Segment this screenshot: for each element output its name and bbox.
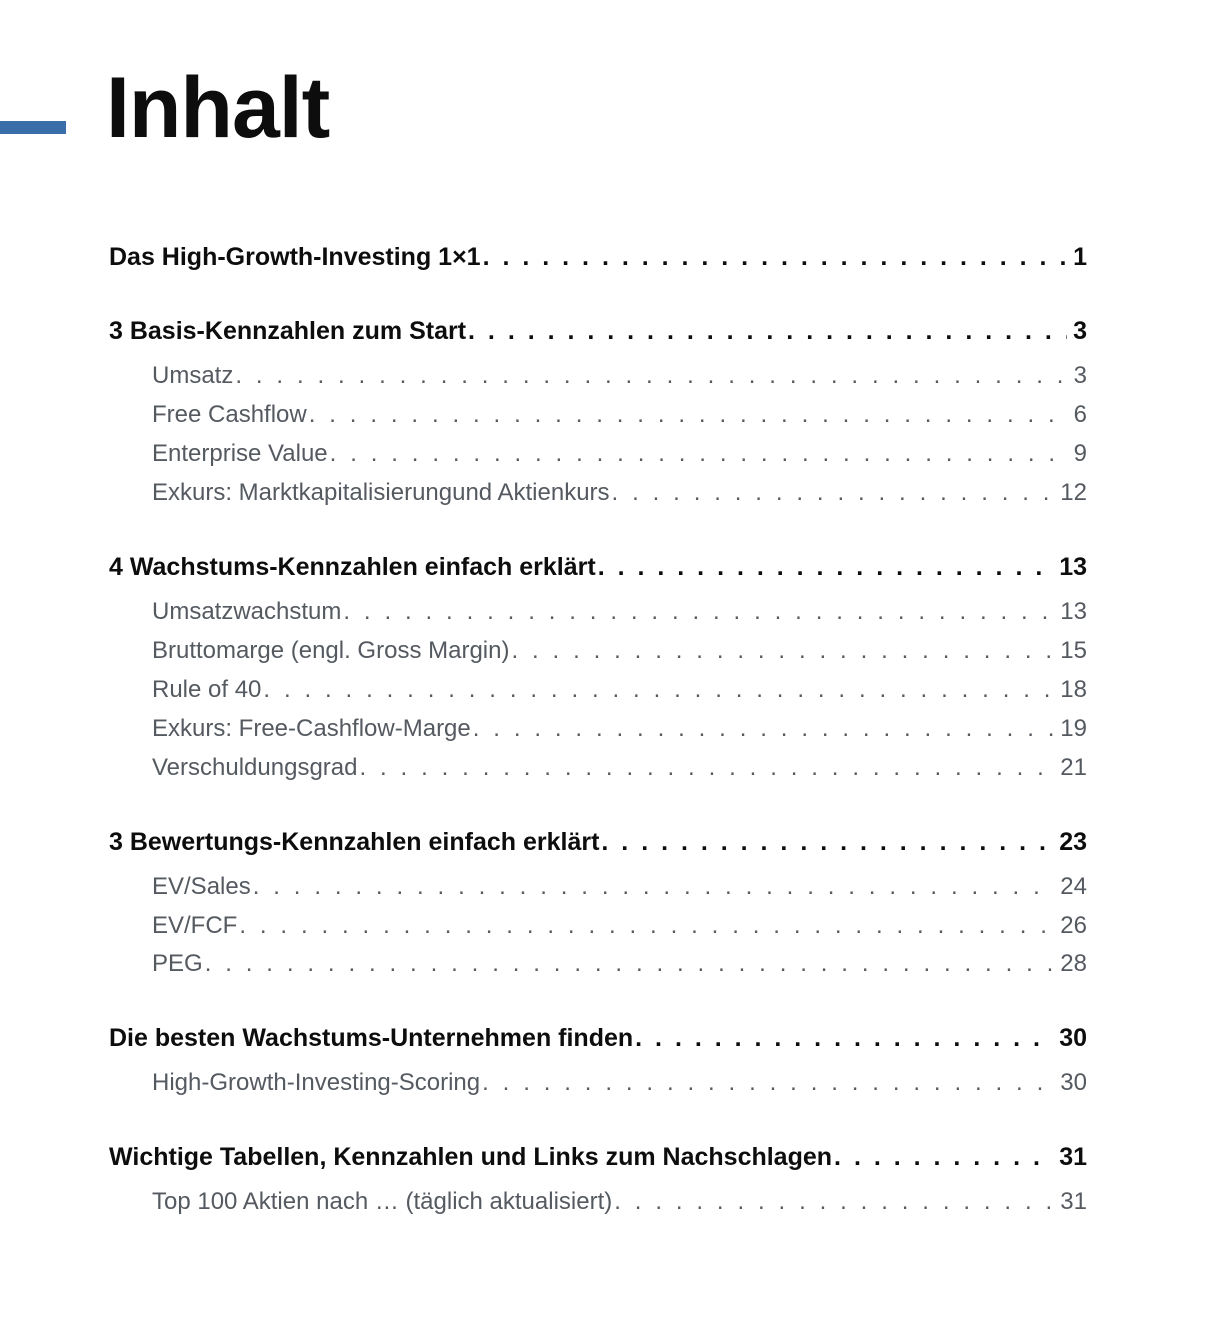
- toc-page-number: 23: [1059, 828, 1087, 856]
- toc-page-number: 28: [1060, 950, 1087, 977]
- toc-entry-label: EV/Sales: [152, 873, 251, 900]
- dot-leader: [482, 1067, 1054, 1099]
- toc-page-number: 18: [1060, 676, 1087, 703]
- dot-leader: [473, 713, 1055, 745]
- toc-page-number: 13: [1060, 598, 1087, 625]
- toc-section-row[interactable]: [152, 360, 1087, 392]
- toc-section-row[interactable]: [152, 1186, 1087, 1218]
- dot-leader: [205, 948, 1055, 980]
- toc-entry-label: Umsatzwachstum: [152, 598, 342, 625]
- toc-entry-label: Enterprise Value: [152, 440, 328, 467]
- toc-chapter-row[interactable]: [109, 1140, 1087, 1174]
- toc-page-number: 1: [1073, 243, 1087, 271]
- toc-page-number: 30: [1059, 1024, 1087, 1052]
- dot-leader: [343, 596, 1054, 628]
- dot-leader: [330, 438, 1068, 470]
- toc-entry-label: 3 Basis-Kennzahlen zum Start: [109, 317, 467, 345]
- toc-entry-label: Bruttomarge (engl. Gross Margin): [152, 637, 510, 664]
- toc-entry-label: Exkurs: Free-Cashflow-Marge: [152, 715, 471, 742]
- dot-leader: [253, 871, 1055, 903]
- toc-chapter-row[interactable]: [109, 314, 1087, 348]
- toc-page-number: 21: [1060, 754, 1087, 781]
- toc-section-row[interactable]: [152, 1067, 1087, 1099]
- toc-page-number: 9: [1073, 440, 1087, 467]
- toc-page-number: 19: [1060, 715, 1087, 742]
- toc-entry-label: EV/FCF: [152, 912, 238, 939]
- dot-leader: [614, 1186, 1054, 1218]
- page-title: Inhalt: [106, 60, 330, 156]
- toc-entry-label: Rule of 40: [152, 676, 262, 703]
- toc-entry-label: Die besten Wachstums-Unternehmen finden: [109, 1024, 634, 1052]
- toc-page-number: 3: [1073, 362, 1087, 389]
- toc-page-number: 31: [1060, 1188, 1087, 1215]
- toc-entry-label: Free Cashflow: [152, 401, 307, 428]
- toc-section-row[interactable]: [152, 399, 1087, 431]
- toc-section-row[interactable]: [152, 910, 1087, 942]
- dot-leader: [511, 635, 1054, 667]
- toc-section-row[interactable]: [152, 752, 1087, 784]
- dot-leader: [239, 910, 1054, 942]
- toc-entry-label: Exkurs: Marktkapitalisierungund Aktienkurs: [152, 479, 610, 506]
- toc-page-number: 3: [1073, 317, 1087, 345]
- toc-chapter-row[interactable]: [109, 240, 1087, 274]
- dot-leader: [359, 752, 1054, 784]
- toc-section-row[interactable]: [152, 477, 1087, 509]
- dot-leader: [235, 360, 1067, 392]
- toc-page-number: 13: [1059, 553, 1087, 581]
- dot-leader: [601, 825, 1053, 859]
- toc-entry-label: Wichtige Tabellen, Kennzahlen und Links zum Nachschlagen: [109, 1143, 833, 1171]
- dot-leader: [612, 477, 1055, 509]
- toc-entry-label: Verschuldungsgrad: [152, 754, 358, 781]
- toc-page-number: 6: [1073, 401, 1087, 428]
- toc-page-number: 26: [1060, 912, 1087, 939]
- dot-leader: [598, 550, 1053, 584]
- toc-chapter-row[interactable]: [109, 825, 1087, 859]
- dot-leader: [483, 240, 1068, 274]
- toc-section-row[interactable]: [152, 596, 1087, 628]
- toc-section-row[interactable]: [152, 948, 1087, 980]
- toc-entry-label: Das High-Growth-Investing 1×1: [109, 243, 481, 271]
- dot-leader: [309, 399, 1068, 431]
- dot-leader: [468, 314, 1067, 348]
- dot-leader: [834, 1140, 1053, 1174]
- toc-entry-label: 3 Bewertungs-Kennzahlen einfach erklärt: [109, 828, 600, 856]
- toc-section-row[interactable]: [152, 871, 1087, 903]
- toc-section-row[interactable]: [152, 713, 1087, 745]
- toc-page-number: 15: [1060, 637, 1087, 664]
- toc-page-number: 30: [1060, 1069, 1087, 1096]
- toc-entry-label: 4 Wachstums-Kennzahlen einfach erklärt: [109, 553, 596, 581]
- toc-section-row[interactable]: [152, 674, 1087, 706]
- toc-section-row[interactable]: [152, 438, 1087, 470]
- toc-chapter-row[interactable]: [109, 550, 1087, 584]
- toc-chapter-row[interactable]: [109, 1021, 1087, 1055]
- toc-page-number: 31: [1059, 1143, 1087, 1171]
- toc-page-number: 24: [1060, 873, 1087, 900]
- toc-entry-label: High-Growth-Investing-Scoring: [152, 1069, 481, 1096]
- toc-entry-label: Umsatz: [152, 362, 234, 389]
- toc-entry-label: Top 100 Aktien nach … (täglich aktualisiert): [152, 1188, 613, 1215]
- toc-page-number: 12: [1060, 479, 1087, 506]
- dot-leader: [263, 674, 1054, 706]
- dot-leader: [635, 1021, 1053, 1055]
- toc-entry-label: PEG: [152, 950, 203, 977]
- toc-section-row[interactable]: [152, 635, 1087, 667]
